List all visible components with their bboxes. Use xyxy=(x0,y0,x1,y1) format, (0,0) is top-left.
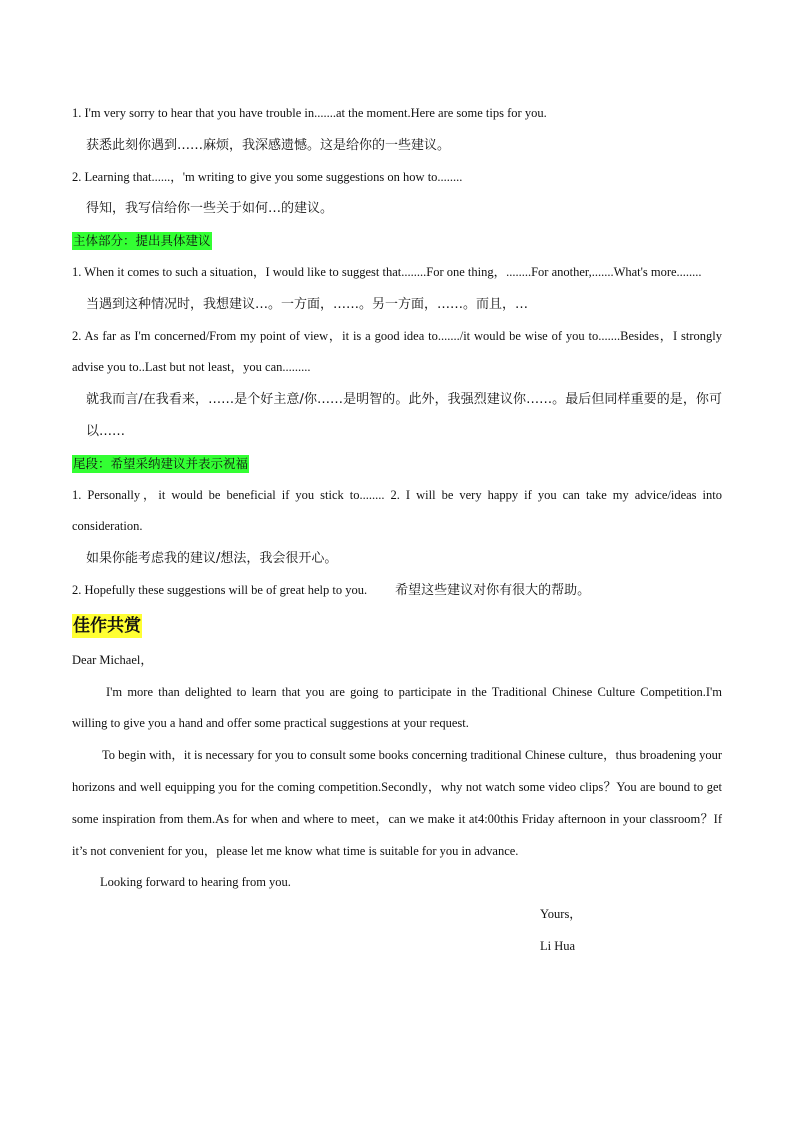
letter-signature: Li Hua xyxy=(540,938,576,953)
body-section-heading: 主体部分：提出具体建议 xyxy=(73,233,211,249)
document-page xyxy=(72,98,722,963)
closing-item-3-zh: 希望这些建议对你有很大的帮助。 xyxy=(395,582,591,598)
sample-title: 佳作共赏 xyxy=(73,615,141,636)
letter-paragraph-3: Looking forward to hearing from you. xyxy=(100,875,291,890)
letter-closing: Yours， xyxy=(540,907,582,922)
body-item-1-en: 1. When it comes to such a situation，I would like to suggest that........For one thing，........For another,.......What's more........ xyxy=(72,264,702,279)
letter-paragraph-2: To begin with，it is necessary for you to consult some books concerning traditional Chinese culture，thus broadening your horizons and well equipping you for the coming competition.Secondly，why not watch some video clips？You are bound to get some inspiration from them.As for when and where to meet，can we make it at4:00this Friday afternoon in your classroom？If it’s not convenient for you，please let me know what time is suitable for you in advance. xyxy=(72,748,722,858)
closing-item-2-zh: 如果你能考虑我的建议/想法，我会很开心。 xyxy=(86,551,338,567)
body-item-1-zh: 当遇到这种情况时，我想建议…。一方面，……。另一方面，……。而且，… xyxy=(86,296,529,312)
closing-item-3 xyxy=(72,575,722,607)
body-item-2-zh: 就我而言/在我看来，……是个好主意/你……是明智的。此外，我强烈建议你……。最后但同样重要的是，你可以…… xyxy=(86,392,722,439)
closing-item-3-en: 2. Hopefully these suggestions will be of great help to you. xyxy=(72,582,368,597)
body-item-2-en: 2. As far as I'm concerned/From my point of view，it is a good idea to......./it would be wise of you to.......Besides，I strongly advise you to..Last but not least，you can......... xyxy=(72,328,722,375)
letter-salutation: Dear Michael， xyxy=(72,652,153,667)
opening-item-1-zh: 获悉此刻你遇到……麻烦，我深感遗憾。这是给你的一些建议。 xyxy=(86,137,451,153)
body-heading-row xyxy=(72,225,722,257)
closing-section-heading: 尾段：希望采纳建议并表示祝福 xyxy=(73,455,249,471)
closing-item-1 xyxy=(72,480,722,544)
opening-item-2-zh: 得知，我写信给你一些关于如何…的建议。 xyxy=(86,201,334,217)
closing-heading-row xyxy=(72,448,722,480)
closing-item-2-en: 2. I will be very happy if you can take my advice/ideas into consideration. xyxy=(72,487,722,534)
letter-paragraph-1: I'm more than delighted to learn that you are going to participate in the Traditional Chinese Culture Competition.I'm willing to give you a hand and offer some practical suggestions at your request. xyxy=(72,684,722,731)
sample-title-row xyxy=(72,607,722,645)
opening-item-2-en: 2. Learning that......，'m writing to give you some suggestions on how to........ xyxy=(72,169,463,184)
closing-item-1-en: 1. Personally，it would be beneficial if you stick to........ xyxy=(72,487,385,502)
opening-item-1-en: 1. I'm very sorry to hear that you have trouble in.......at the moment.Here are some tips for you. xyxy=(72,106,547,120)
